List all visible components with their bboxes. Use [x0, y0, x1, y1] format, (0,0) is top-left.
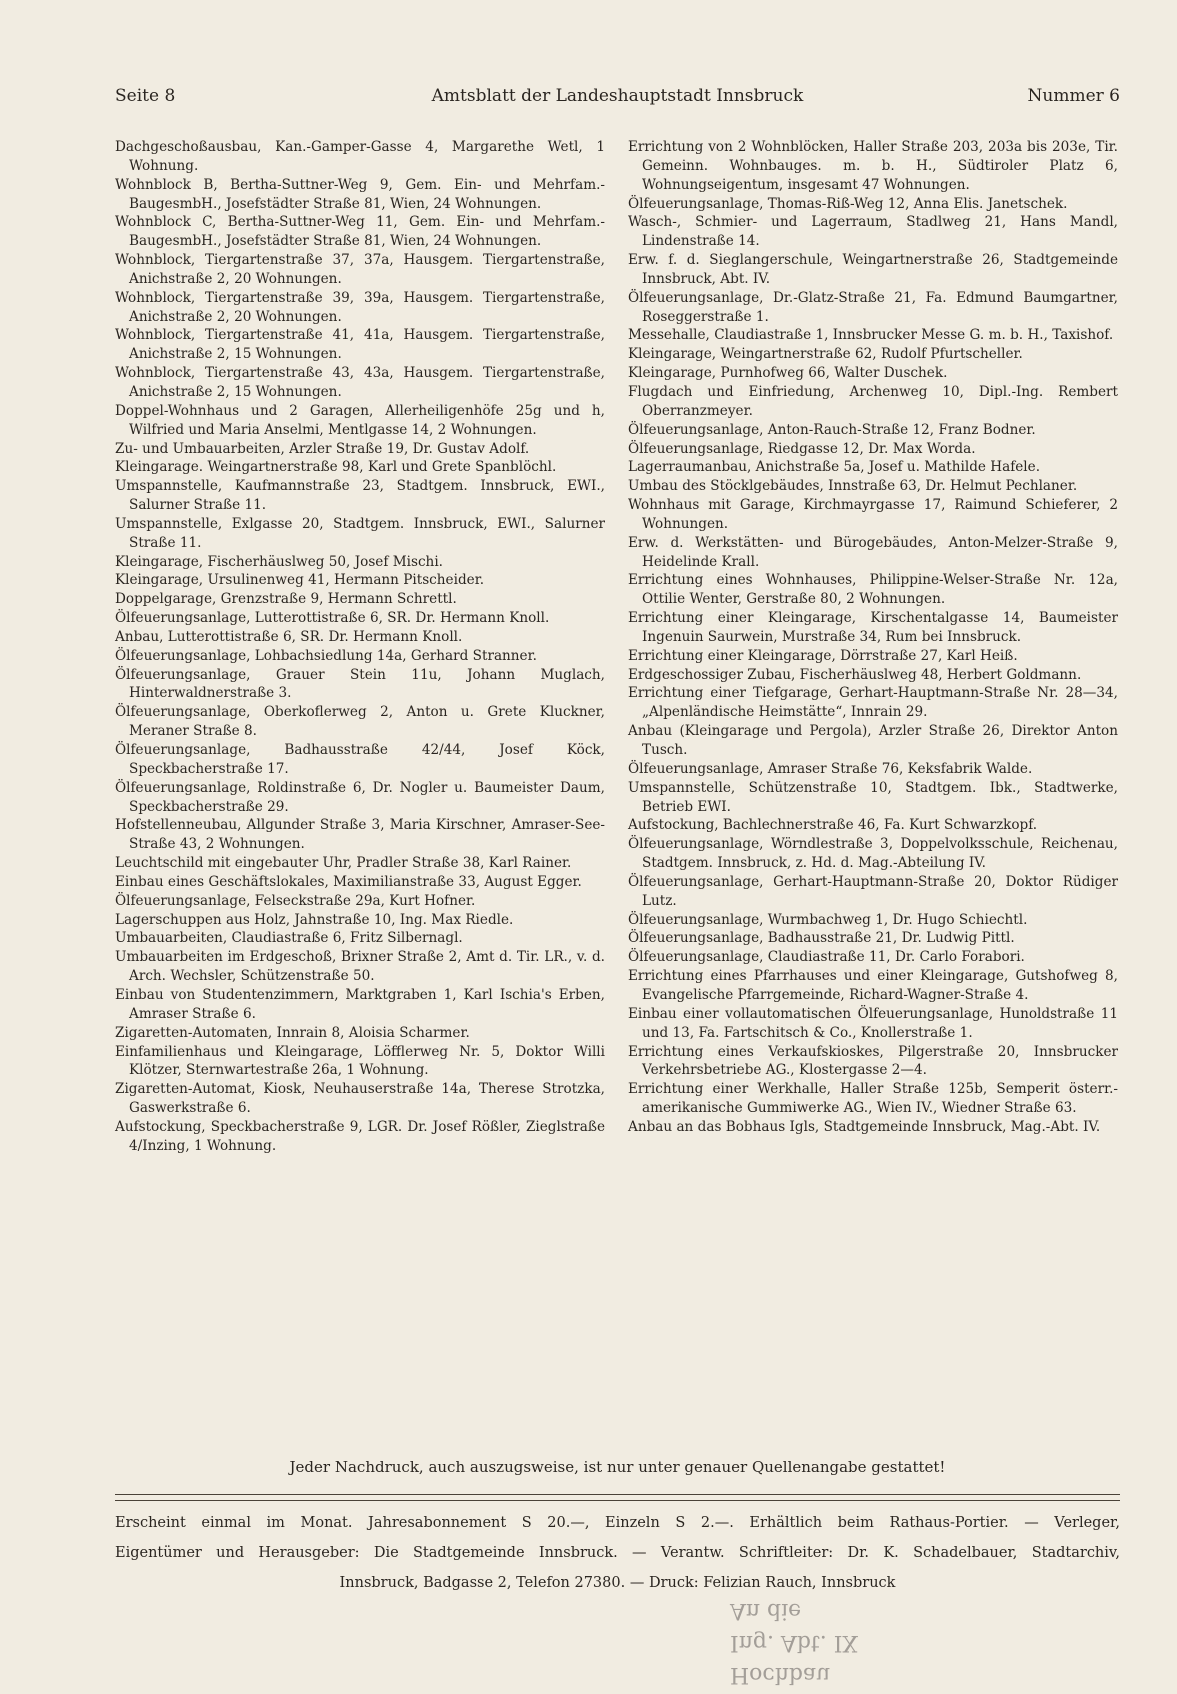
building-permit-entry: Wohnblock, Tiergartenstraße 39, 39a, Hausgem. Tiergartenstraße, Anichstraße 2, 20 Wohnungen. — [115, 289, 605, 325]
building-permit-entry: Ölfeuerungsanlage, Claudiastraße 11, Dr. Carlo Forabori. — [628, 949, 1025, 966]
building-permit-entry: Lagerraumanbau, Anichstraße 5a, Josef u. Mathilde Hafele. — [628, 459, 1041, 476]
building-permit-entry: Kleingarage, Weingartnerstraße 62, Rudolf Pfurtscheller. — [628, 346, 1023, 363]
building-permit-entry: Dachgeschoßausbau, Kan.-Gamper-Gasse 4, Margarethe Wetl, 1 Wohnung. — [115, 139, 605, 174]
building-permit-entry: Einbau einer vollautomatischen Ölfeuerungsanlage, Hunoldstraße 11 und 13, Fa. Fartschitsch & Co., Knollerstraße 1. — [628, 1005, 1118, 1041]
building-permit-entry: Wohnhaus mit Garage, Kirchmayrgasse 17, Raimund Schieferer, 2 Wohnungen. — [628, 497, 1118, 532]
imprint-line: Innsbruck, Badgasse 2, Telefon 27380. — Druck: Felizian Rauch, Innsbruck — [339, 1575, 896, 1591]
building-permit-entry: Einbau von Studentenzimmern, Marktgraben 1, Karl Ischia's Erben, Amraser Straße 6. — [115, 986, 605, 1022]
building-permit-entry: Erw. f. d. Sieglangerschule, Weingartnerstraße 26, Stadtgemeinde Innsbruck, Abt. IV. — [628, 252, 1118, 287]
building-permit-entry: Wohnblock, Tiergartenstraße 37, 37a, Hausgem. Tiergartenstraße, Anichstraße 2, 20 Wohnungen. — [115, 252, 605, 287]
building-permit-entry: Erw. d. Werkstätten- und Bürogebäudes, Anton-Melzer-Straße 9, Heidelinde Krall. — [628, 534, 1118, 570]
building-permit-entry: Messehalle, Claudiastraße 1, Innsbrucker Messe G. m. b. H., Taxishof. — [628, 327, 1114, 344]
building-permit-entry: Errichtung einer Kleingarage, Dörrstraße 27, Karl Heiß. — [628, 647, 1018, 664]
building-permit-entry: Ölfeuerungsanlage, Gerhart-Hauptmann-Straße 20, Doktor Rüdiger Lutz. — [628, 873, 1118, 909]
building-permit-entry: Errichtung von 2 Wohnblöcken, Haller Straße 203, 203a bis 203e, Tir. Gemeinn. Wohnbauges. m. b. H., Südtiroler Platz 6, Wohnungseigentum, insgesamt 47 Wohnungen. — [628, 139, 1118, 193]
building-permit-entry: Wohnblock B, Bertha-Suttner-Weg 9, Gem. Ein- und Mehrfam.-BaugesmbH., Josefstädter Straße 81, Wien, 24 Wohnungen. — [115, 176, 605, 212]
archive-stamp — [730, 1590, 980, 1690]
reprint-notice: Jeder Nachdruck, auch auszugsweise, ist nur unter genauer Quellenangabe gestattet! — [289, 1458, 946, 1476]
building-permit-entry: Umbau des Stöcklgebäudes, Innstraße 63, Dr. Helmut Pechlaner. — [628, 478, 1078, 495]
building-permit-entry: Wasch-, Schmier- und Lagerraum, Stadlweg 21, Hans Mandl, Lindenstraße 14. — [628, 214, 1118, 250]
building-permit-entry: Kleingarage. Weingartnerstraße 98, Karl und Grete Spanblöchl. — [115, 459, 557, 476]
imprint-line: Erscheint einmal im Monat. Jahresabonnement S 20.—, Einzeln S 2.—. Erhältlich beim Rathaus-Portier. — Verleger, — [115, 1515, 1120, 1531]
building-permit-entry: Kleingarage, Fischerhäuslweg 50, Josef Mischi. — [115, 553, 443, 570]
building-permit-entry: Ölfeuerungsanlage, Anton-Rauch-Straße 12, Franz Bodner. — [628, 421, 1036, 438]
building-permit-entry: Kleingarage, Ursulinenweg 41, Hermann Pitscheider. — [115, 572, 485, 589]
building-permit-entry: Erdgeschossiger Zubau, Fischerhäuslweg 48, Herbert Goldmann. — [628, 666, 1082, 683]
building-permit-entry: Flugdach und Einfriedung, Archenweg 10, Dipl.-Ing. Rembert Oberranzmeyer. — [628, 383, 1118, 419]
building-permit-entry: Ölfeuerungsanlage, Amraser Straße 76, Keksfabrik Walde. — [628, 760, 1033, 777]
building-permit-entry: Errichtung einer Kleingarage, Kirschentalgasse 14, Baumeister Ingenuin Saurwein, Murstraße 34, Rum bei Innsbruck. — [628, 610, 1118, 645]
building-permit-entry: Umbauarbeiten im Erdgeschoß, Brixner Straße 2, Amt d. Tir. LR., v. d. Arch. Wechsler, Schützenstraße 50. — [115, 949, 605, 985]
building-permit-entry: Ölfeuerungsanlage, Riedgasse 12, Dr. Max Worda. — [628, 440, 976, 457]
building-permit-entry: Kleingarage, Purnhofweg 66, Walter Duschek. — [628, 365, 948, 382]
building-permit-entry: Wohnblock, Tiergartenstraße 41, 41a, Hausgem. Tiergartenstraße, Anichstraße 2, 15 Wohnungen. — [115, 327, 605, 363]
building-permit-entry: Errichtung eines Verkaufskioskes, Pilgerstraße 20, Innsbrucker Verkehrsbetriebe AG., Klostergasse 2—4. — [628, 1043, 1118, 1079]
building-permit-entry: Zu- und Umbauarbeiten, Arzler Straße 19, Dr. Gustav Adolf. — [115, 440, 530, 457]
building-permit-entry: Errichtung einer Tiefgarage, Gerhart-Hauptmann-Straße Nr. 28—34, „Alpenländische Heimstätte“, Innrain 29. — [628, 685, 1118, 721]
page-number: Seite 8 — [115, 86, 176, 106]
building-permit-entry: Doppelgarage, Grenzstraße 9, Hermann Schrettl. — [115, 591, 457, 608]
building-permit-entry: Ölfeuerungsanlage, Felseckstraße 29a, Kurt Hofner. — [115, 892, 476, 909]
building-permit-entry: Wohnblock C, Bertha-Suttner-Weg 11, Gem. Ein- und Mehrfam.-BaugesmbH., Josefstädter Straße 81, Wien, 24 Wohnungen. — [115, 214, 605, 250]
building-permit-entry: Ölfeuerungsanlage, Roldinstraße 6, Dr. Nogler u. Baumeister Daum, Speckbacherstraße 29. — [115, 779, 605, 815]
building-permit-entry: Ölfeuerungsanlage, Grauer Stein 11u, Johann Muglach, Hinterwaldnerstraße 3. — [115, 666, 605, 702]
building-permit-entry: Anbau an das Bobhaus Igls, Stadtgemeinde Innsbruck, Mag.-Abt. IV. — [628, 1118, 1101, 1135]
building-permit-entry: Ölfeuerungsanlage, Dr.-Glatz-Straße 21, Fa. Edmund Baumgartner, Roseggerstraße 1. — [628, 289, 1118, 325]
building-permit-entry: Ölfeuerungsanlage, Wurmbachweg 1, Dr. Hugo Schiechtl. — [628, 911, 1028, 928]
building-permit-entry: Umspannstelle, Kaufmannstraße 23, Stadtgem. Innsbruck, EWI., Salurner Straße 11. — [115, 478, 605, 514]
building-permit-entry: Einfamilienhaus und Kleingarage, Löfflerweg Nr. 5, Doktor Willi Klötzer, Sternwartestraße 26a, 1 Wohnung. — [115, 1043, 605, 1079]
imprint-line: Eigentümer und Herausgeber: Die Stadtgemeinde Innsbruck. — Verantw. Schriftleiter: Dr. K. Schadelbauer, Stadtarchiv, — [115, 1545, 1120, 1561]
building-permit-entry: Aufstockung, Bachlechnerstraße 46, Fa. Kurt Schwarzkopf. — [628, 817, 1038, 834]
divider-rule — [115, 1500, 1120, 1501]
divider-rule — [115, 1494, 1120, 1495]
stamp-line: Hochbau — [730, 1662, 831, 1687]
building-permit-entry: Ölfeuerungsanlage, Badhausstraße 21, Dr. Ludwig Pittl. — [628, 930, 1015, 947]
building-permit-entry: Ölfeuerungsanlage, Wörndlestraße 3, Doppelvolksschule, Reichenau, Stadtgem. Innsbruck, z. Hd. d. Mag.-Abteilung IV. — [628, 836, 1118, 872]
building-permit-entry: Wohnblock, Tiergartenstraße 43, 43a, Hausgem. Tiergartenstraße, Anichstraße 2, 15 Wohnungen. — [115, 365, 605, 400]
building-permit-entry: Ölfeuerungsanlage, Badhausstraße 42/44, Josef Köck, Speckbacherstraße 17. — [115, 742, 605, 777]
stamp-line: An die — [730, 1598, 802, 1623]
building-permit-entry: Ölfeuerungsanlage, Thomas-Riß-Weg 12, Anna Elis. Janetschek. — [628, 195, 1068, 212]
building-permit-entry: Errichtung einer Werkhalle, Haller Straße 125b, Semperit österr.-amerikanische Gummiwerke AG., Wien IV., Wiedner Straße 63. — [628, 1081, 1118, 1117]
building-permit-entry: Aufstockung, Speckbacherstraße 9, LGR. Dr. Josef Rößler, Zieglstraße 4/Inzing, 1 Wohnung. — [115, 1118, 605, 1154]
building-permit-entry: Einbau eines Geschäftslokales, Maximilianstraße 33, August Egger. — [115, 873, 582, 890]
building-permit-entry: Lagerschuppen aus Holz, Jahnstraße 10, Ing. Max Riedle. — [115, 911, 514, 928]
building-permit-entry: Leuchtschild mit eingebauter Uhr, Pradler Straße 38, Karl Rainer. — [115, 855, 572, 872]
building-permit-entry: Doppel-Wohnhaus und 2 Garagen, Allerheiligenhöfe 25g und h, Wilfried und Maria Anselmi, Mentlgasse 14, 2 Wohnungen. — [115, 402, 605, 438]
building-permit-entry: Zigaretten-Automaten, Innrain 8, Aloisia Scharmer. — [115, 1024, 470, 1041]
page-header — [115, 86, 1120, 112]
building-permit-entry: Errichtung eines Wohnhauses, Philippine-Welser-Straße Nr. 12a, Ottilie Wenter, Gerstraße 80, 2 Wohnungen. — [628, 572, 1118, 608]
building-permit-entry: Umspannstelle, Exlgasse 20, Stadtgem. Innsbruck, EWI., Salurner Straße 11. — [115, 515, 605, 551]
building-permit-entry: Ölfeuerungsanlage, Oberkoflerweg 2, Anton u. Grete Kluckner, Meraner Straße 8. — [115, 704, 605, 740]
stamp-line: Ing. Abt. IX — [730, 1630, 859, 1655]
imprint — [115, 1508, 1120, 1598]
building-permit-entry: Anbau, Lutterottistraße 6, SR. Dr. Hermann Knoll. — [115, 628, 463, 645]
right-column — [628, 138, 1118, 1137]
publication-title: Amtsblatt der Landeshauptstadt Innsbruck — [431, 86, 804, 106]
building-permit-entry: Ölfeuerungsanlage, Lutterottistraße 6, SR. Dr. Hermann Knoll. — [115, 610, 550, 627]
building-permit-entry: Umspannstelle, Schützenstraße 10, Stadtgem. Ibk., Stadtwerke, Betrieb EWI. — [628, 779, 1118, 815]
issue-number: Nummer 6 — [1027, 86, 1120, 106]
building-permit-entry: Hofstellenneubau, Allgunder Straße 3, Maria Kirschner, Amraser-See-Straße 43, 2 Wohnungen. — [115, 817, 605, 853]
building-permit-entry: Errichtung eines Pfarrhauses und einer Kleingarage, Gutshofweg 8, Evangelische Pfarrgemeinde, Richard-Wagner-Straße 4. — [628, 968, 1118, 1003]
building-permit-entry: Umbauarbeiten, Claudiastraße 6, Fritz Silbernagl. — [115, 930, 463, 947]
building-permit-entry: Zigaretten-Automat, Kiosk, Neuhauserstraße 14a, Therese Strotzka, Gaswerkstraße 6. — [115, 1081, 605, 1117]
building-permit-entry: Anbau (Kleingarage und Pergola), Arzler Straße 26, Direktor Anton Tusch. — [628, 723, 1118, 758]
building-permit-entry: Ölfeuerungsanlage, Lohbachsiedlung 14a, Gerhard Stranner. — [115, 647, 537, 664]
left-column — [115, 138, 605, 1156]
